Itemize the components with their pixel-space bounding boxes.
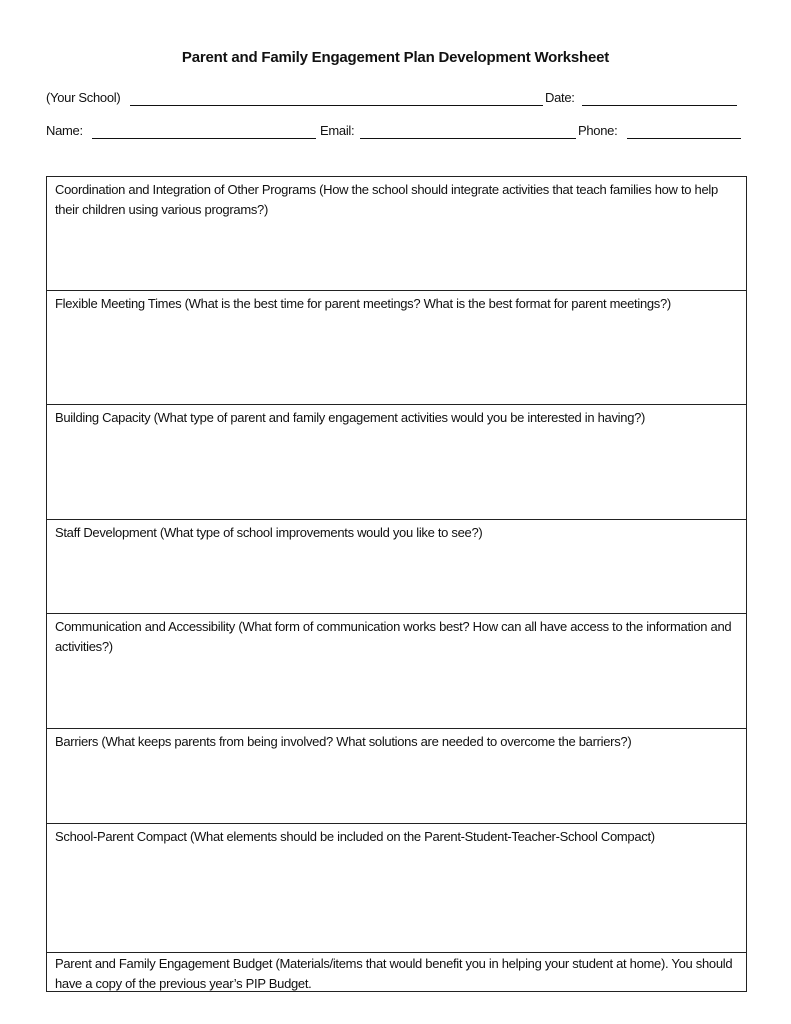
section-coordination[interactable] [47,177,746,291]
name-label: Name: [46,123,83,138]
section-prompt: School-Parent Compact (What elements should be included on the Parent-Student-Teacher-School Compact) [55,829,655,844]
section-prompt: Communication and Accessibility (What form of communication works best? How can all have access to the information and activities?) [55,619,732,654]
name-field[interactable] [92,138,316,139]
section-budget[interactable] [47,953,746,992]
section-prompt: Coordination and Integration of Other Programs (How the school should integrate activities that teach families how to help their children using various programs?) [55,182,718,217]
worksheet-table [46,176,747,992]
section-prompt: Flexible Meeting Times (What is the best time for parent meetings? What is the best format for parent meetings?) [55,296,671,311]
phone-label: Phone: [578,123,618,138]
section-prompt: Staff Development (What type of school improvements would you like to see?) [55,525,483,540]
date-label: Date: [545,90,575,105]
email-label: Email: [320,123,355,138]
page-title: Parent and Family Engagement Plan Development Worksheet [181,49,610,66]
section-prompt: Parent and Family Engagement Budget (Materials/items that would benefit you in helping your student at home). You should have a copy of the previous year’s PIP Budget. [55,956,733,991]
section-communication[interactable] [47,614,746,729]
section-staff-development[interactable] [47,520,746,614]
phone-field[interactable] [627,138,741,139]
date-field[interactable] [582,105,737,106]
section-compact[interactable] [47,824,746,953]
school-field[interactable] [130,105,543,106]
section-building-capacity[interactable] [47,405,746,520]
section-prompt: Building Capacity (What type of parent and family engagement activities would you be interested in having?) [55,410,646,425]
email-field[interactable] [360,138,576,139]
section-meeting-times[interactable] [47,291,746,405]
section-barriers[interactable] [47,729,746,824]
section-prompt: Barriers (What keeps parents from being involved? What solutions are needed to overcome the barriers?) [55,734,632,749]
school-label: (Your School) [46,90,121,105]
